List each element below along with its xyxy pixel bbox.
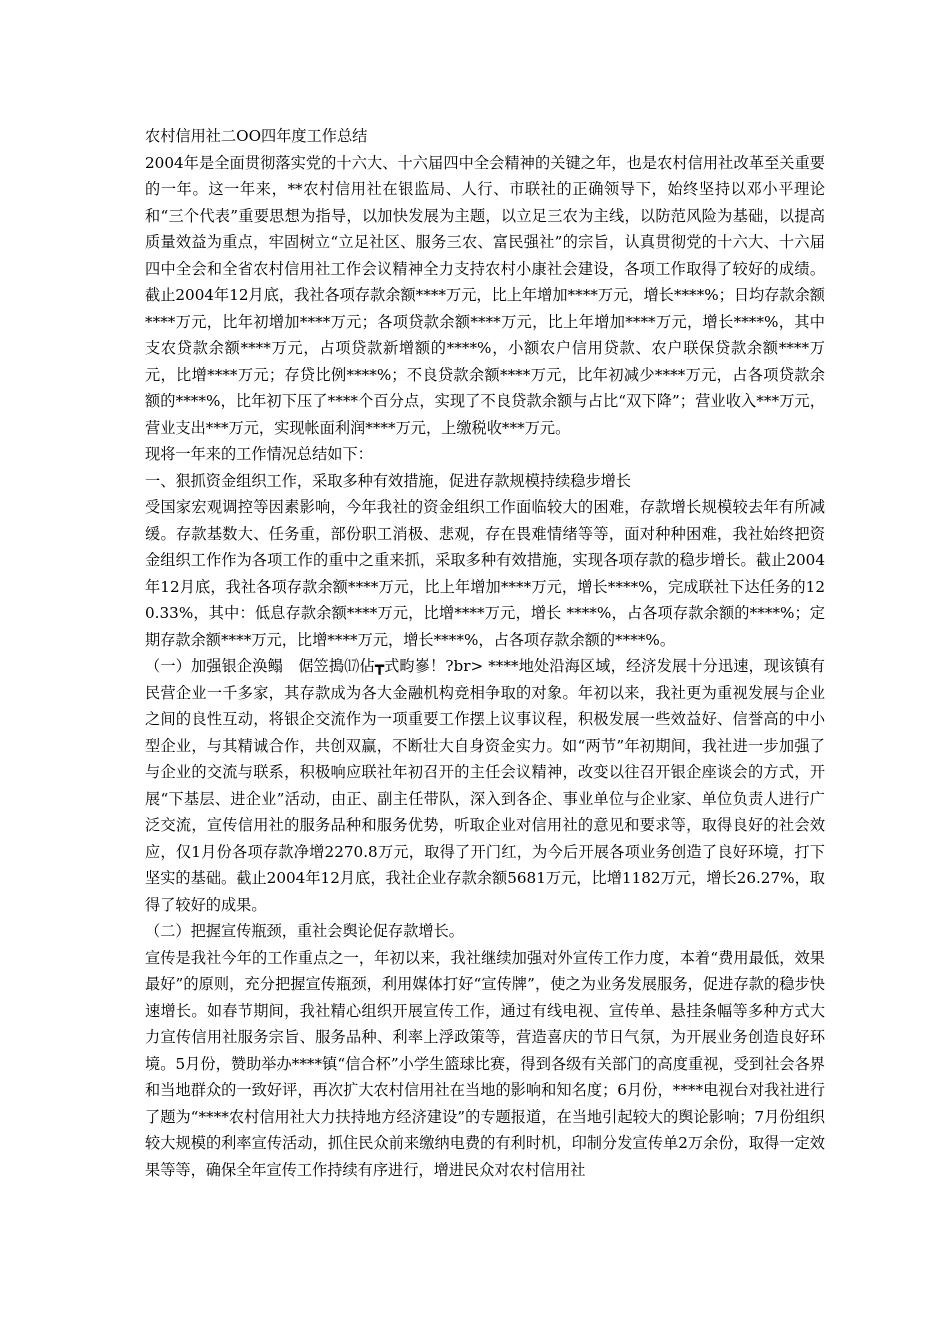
subsection2-heading: （二）把握宣传瓶颈，重社会舆论促存款增长。 [145,922,464,940]
document-page [145,123,825,1183]
subsection1-paragraph: （一）加强银企涣鳎 倨笠搗⒄佔┳式畇嵾！?br> ****地处沿海区域，经济发展十分迅速，现该镇有民营企业一千多家，其存款成为各大金融机构竞相争取的对象。年初以来，我社更为重视发展与企业之间的良性互动，将银企交流作为一项重要工作摆上议事议程，积极发展一些效益好、信誉高的中小型企业，与其精诚合作，共创双赢，不断壮大自身资金实力。如“两节”年初期间，我社进一步加强了与企业的交流与联系，积极响应联社年初召开的主任会议精神，改变以往召开银企座谈会的方式，开展“下基层、进企业”活动，由正、副主任带队，深入到各企、事业单位与企业家、单位负责人进行广泛交流，宣传信用社的服务品种和服务优势，听取企业对信用社的意见和要求等，取得良好的社会效应，仅1月份各项存款净增2270.8万元，取得了开门红，为今后开展各项业务创造了良好环境，打下坚实的基础。截止2004年12月底，我社企业存款余额5681万元，比增1182万元，增长26.27%，取得了较好的成果。 [145,657,825,914]
document-title: 农村信用社二OO四年度工作总结 [145,127,368,145]
section1-heading: 一、狠抓资金组织工作，采取多种有效措施，促进存款规模持续稳步增长 [145,471,631,490]
subsection2-paragraph: 宣传是我社今年的工作重点之一，年初以来，我社继续加强对外宣传工作力度，本着“费用最低，效果最好”的原则，充分把握宣传瓶颈，利用媒体打好“宣传牌”，使之为业务发展服务，促进存款的稳步快速增长。如春节期间，我社精心组织开展宣传工作，通过有线电视、宣传单、悬挂条幅等多种方式大力宣传信用社服务宗旨、服务品种、利率上浮政策等，营造喜庆的节日气氛，为开展业务创造良好环境。5月份，赞助举办****镇“信合杯”小学生篮球比赛，得到各级有关部门的高度重视，受到社会各界和当地群众的一致好评，再次扩大农村信用社在当地的影响和知名度；6月份，****电视台对我社进行了题为“****农村信用社大力扶持地方经济建设”的专题报道，在当地引起较大的舆论影响；7月份组织较大规模的利率宣传活动，抓住民众前来缴纳电费的有利时机，印制分发宣传单2万余份，取得一定效果等等，确保全年宣传工作持续有序进行，增进民众对农村信用社 [145,948,825,1179]
summary-intro: 现将一年来的工作情况总结如下： [145,445,373,463]
section1-paragraph: 受国家宏观调控等因素影响，今年我社的资金组织工作面临较大的困难，存款增长规模较去年有所减缓。存款基数大、任务重，部份职工消极、悲观，存在畏难情绪等等，面对种种困难，我社始终把资金组织工作作为各项工作的重中之重来抓，采取多种有效措施，实现各项存款的稳步增长。截止2004年12月底，我社各项存款余额****万元，比上年增加****万元，增长****%，完成联社下达任务的120.33%，其中：低息存款余额****万元，比增****万元，增长 ****%，占各项存款余额的****%；定期存款余额****万元，比增****万元，增长****%，占各项存款余额的****%。 [145,498,825,649]
intro-paragraph: 2004年是全面贯彻落实党的十六大、十六届四中全会精神的关键之年，也是农村信用社改革至关重要的一年。这一年来，**农村信用社在银监局、人行、市联社的正确领导下，始终坚持以邓小平理论和“三个代表”重要思想为指导，以加快发展为主题，以立足三农为主线，以防范风险为基础，以提高质量效益为重点，牢固树立“立足社区、服务三农、富民强社”的宗旨，认真贯彻党的十六大、十六届四中全会和全省农村信用社工作会议精神全力支持农村小康社会建设，各项工作取得了较好的成绩。截止2004年12月底，我社各项存款余额****万元，比上年增加****万元，增长****%；日均存款余额****万元，比年初增加****万元；各项贷款余额****万元，比上年增加****万元，增长****%，其中支农贷款余额****万元，占项贷款新增额的****%，小额农户信用贷款、农户联保贷款余额****万元，比增****万元；存贷比例****%；不良贷款余额****万元，比年初减少****万元，占各项贷款余额的****%，比年初下压了****个百分点，实现了不良贷款余额与占比“双下降”；营业收入***万元，营业支出***万元，实现帐面利润****万元，上缴税收***万元。 [145,153,825,437]
